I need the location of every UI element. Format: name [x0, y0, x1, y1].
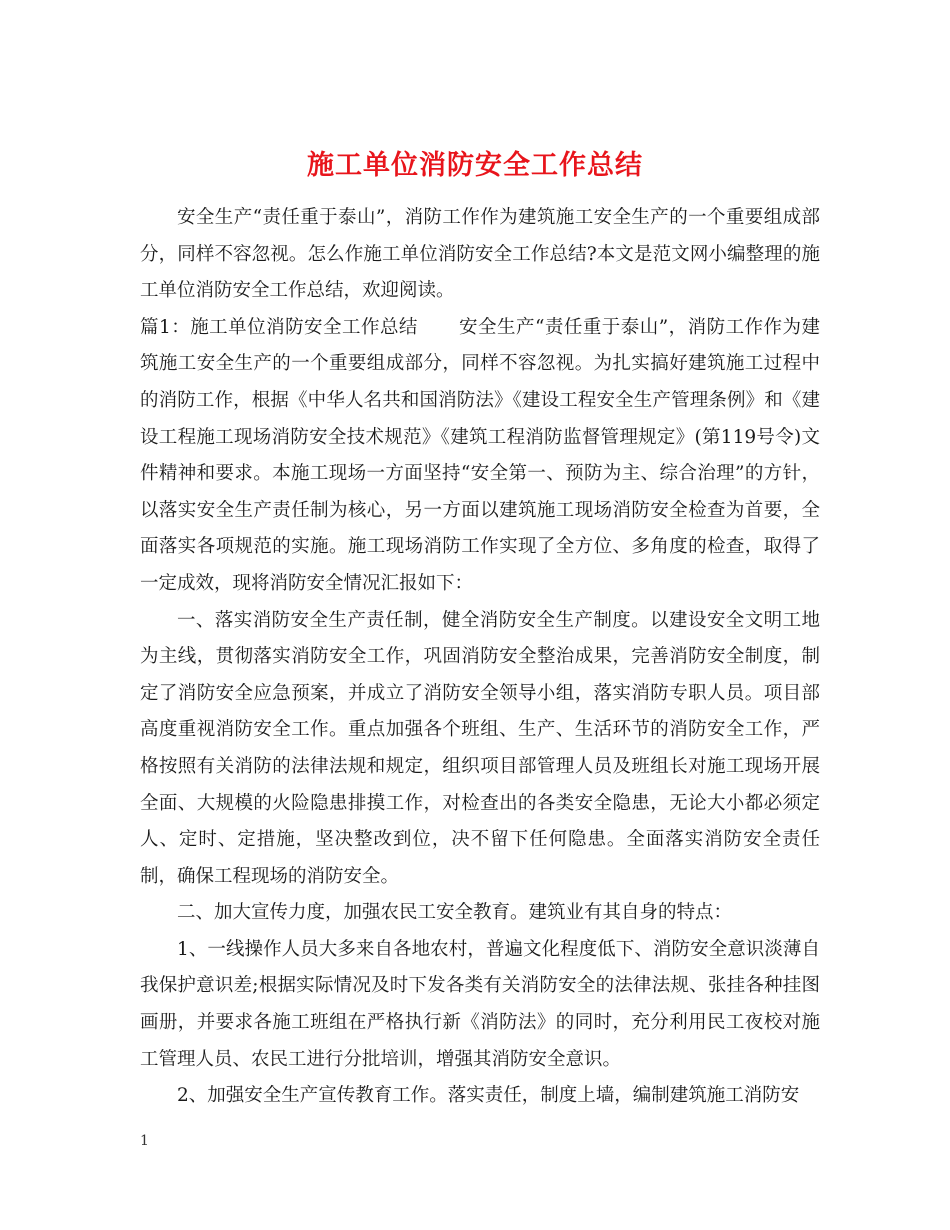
article-paragraph [140, 310, 820, 603]
article-heading: 篇1：施工单位消防安全工作总结 [140, 316, 418, 338]
page-number: 1 [140, 1133, 149, 1149]
section-1-paragraph: 一、落实消防安全生产责任制，健全消防安全生产制度。以建设安全文明工地为主线，贯彻落实消防安全工作，巩固消防安全整治成果，完善消防安全制度，制定了消防安全应急预案，并成立了消防安全领导小组，落实消防专职人员。项目部高度重视消防安全工作。重点加强各个班组、生产、生活环节的消防安全工作，严格按照有关消防的法律法规和规定，组织项目部管理人员及班组长对施工现场开展全面、大规模的火险隐患排摸工作，对检查出的各类安全隐患，无论大小都必须定人、定时、定措施，坚决整改到位，决不留下任何隐患。全面落实消防安全责任制，确保工程现场的消防安全。 [140, 609, 820, 887]
item-2-paragraph: 2、加强安全生产宣传教育工作。落实责任，制度上墙，编制建筑施工消防安 [177, 1085, 800, 1107]
document-body [140, 200, 820, 1115]
section-2-heading: 二、加大宣传力度，加强农民工安全教育。建筑业有其自身的特点： [177, 902, 733, 924]
item-1-paragraph: 1、一线操作人员大多来自各地农村，普遍文化程度低下、消防安全意识淡薄自我保护意识差;根据实际情况及时下发各类有关消防安全的法律法规、张挂各种挂图画册，并要求各施工班组在严格执行新《消防法》的同时，充分利用民工夜校对施工管理人员、农民工进行分批培训，增强其消防安全意识。 [140, 938, 820, 1070]
intro-paragraph: 安全生产“责任重于泰山”，消防工作作为建筑施工安全生产的一个重要组成部分，同样不容忽视。怎么作施工单位消防安全工作总结?本文是范文网小编整理的施工单位消防安全工作总结，欢迎阅读。 [140, 207, 820, 302]
page-title: 施工单位消防安全工作总结 [307, 150, 643, 182]
article-lead: 安全生产“责任重于泰山”，消防工作作为建筑施工安全生产的一个重要组成部分，同样不容忽视。为扎实搞好建筑施工过程中的消防工作，根据《中华人名共和国消防法》《建设工程安全生产管理条例》和《建设工程施工现场消防安全技术规范》《建筑工程消防监督管理规定》(第119号令)文件精神和要求。本施工现场一方面坚持“安全第一、预防为主、综合治理”的方针，以落实安全生产责任制为核心，另一方面以建筑施工现场消防安全检查为首要，全面落实各项规范的实施。施工现场消防工作实现了全方位、多角度的检查，取得了一定成效，现将消防安全情况汇报如下： [140, 316, 820, 594]
